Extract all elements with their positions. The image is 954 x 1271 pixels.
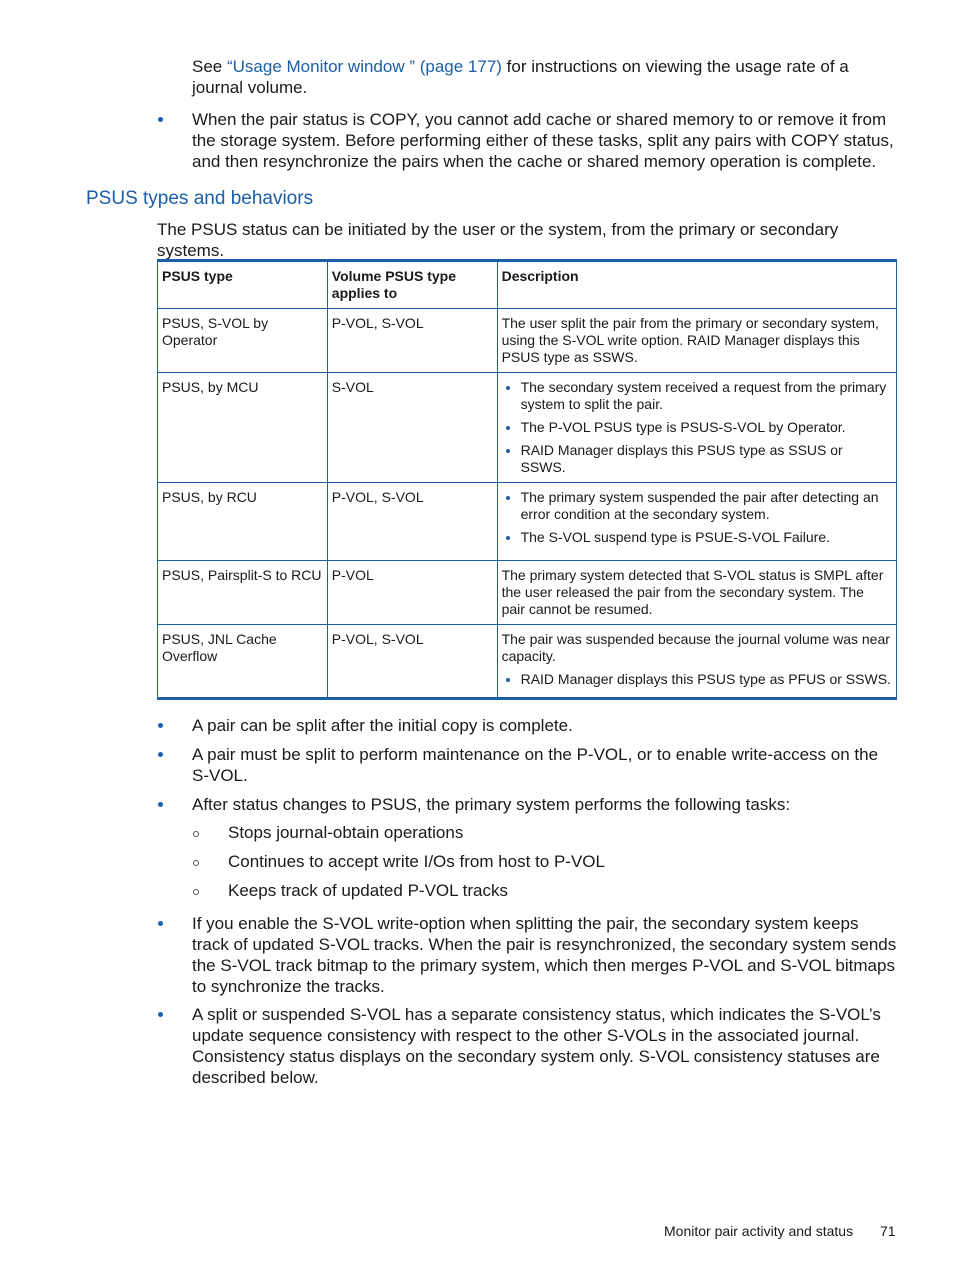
column-header-psus-type: PSUS type	[158, 261, 328, 309]
bullet-icon	[158, 723, 163, 728]
cell-applies-to: S-VOL	[327, 373, 497, 483]
list-item: A pair can be split after the initial copy is complete.	[192, 716, 573, 735]
cell-psus-type: PSUS, S-VOL by Operator	[158, 309, 328, 373]
table-row	[158, 309, 897, 373]
footer-section-title: Monitor pair activity and status	[664, 1223, 854, 1239]
cell-description	[497, 483, 896, 561]
cell-psus-type: PSUS, Pairsplit-S to RCU	[158, 561, 328, 625]
cell-description: The primary system detected that S-VOL status is SMPL after the user released the pair from the secondary system. The pair cannot be resumed.	[497, 561, 896, 625]
cell-applies-to: P-VOL, S-VOL	[327, 309, 497, 373]
bullet-icon	[506, 678, 510, 682]
cell-psus-type: PSUS, by MCU	[158, 373, 328, 483]
column-header-description: Description	[497, 261, 896, 309]
psus-types-table	[157, 259, 897, 700]
description-list	[502, 489, 891, 546]
section-heading: PSUS types and behaviors	[86, 188, 314, 209]
bullet-icon	[506, 496, 510, 500]
bullet-icon	[158, 921, 163, 926]
sub-bullet-icon	[193, 889, 199, 895]
sub-bullet-icon	[193, 831, 199, 837]
bullet-icon	[506, 426, 510, 430]
description-text: The pair was suspended because the journal volume was near capacity.	[501, 631, 890, 664]
copy-status-bullet: When the pair status is COPY, you cannot add cache or shared memory to or remove it from the storage system. Before performing either of these tasks, split any pairs with COPY status, and then resynchronize the pairs when the cache or shared memory operation is complete.	[192, 110, 894, 171]
section-intro: The PSUS status can be initiated by the user or the system, from the primary or secondary systems.	[157, 220, 839, 260]
bullet-icon	[506, 536, 510, 540]
sub-list-item: Continues to accept write I/Os from host to P-VOL	[228, 852, 605, 871]
page-number: 71	[880, 1223, 896, 1239]
table-row	[158, 373, 897, 483]
list-item: If you enable the S-VOL write-option when splitting the pair, the secondary system keeps track of updated S-VOL tracks. When the pair is resynchronized, the secondary system sends the S-VOL track bitmap to the primary system, which then merges P-VOL and S-VOL bitmaps to synchronize the tracks.	[192, 914, 897, 996]
list-item: A split or suspended S-VOL has a separate consistency status, which indicates the S-VOL’s update sequence consistency with respect to the other S-VOLs in the associated journal. Consistency status displays on the secondary system only. S-VOL consistency statuses are described below.	[192, 1005, 881, 1087]
see-usage-monitor-text: See “Usage Monitor window ” (page 177) for instructions on viewing the usage rate of a journal volume.	[192, 57, 849, 97]
bullet-icon	[158, 117, 163, 122]
list-item: RAID Manager displays this PSUS type as PFUS or SSWS.	[502, 671, 891, 688]
column-header-applies-to: Volume PSUS type applies to	[327, 261, 497, 309]
description-list	[502, 379, 891, 476]
list-item: After status changes to PSUS, the primary system performs the following tasks:	[192, 795, 791, 814]
table-row	[158, 561, 897, 625]
list-item: RAID Manager displays this PSUS type as SSUS or SSWS.	[502, 442, 891, 476]
bullet-icon	[506, 449, 510, 453]
bullet-icon	[506, 386, 510, 390]
cell-applies-to: P-VOL, S-VOL	[327, 625, 497, 699]
cell-description: The user split the pair from the primary or secondary system, using the S-VOL write option. RAID Manager displays this PSUS type as SSWS.	[497, 309, 896, 373]
table-header-row	[158, 261, 897, 309]
usage-monitor-link[interactable]: “Usage Monitor window ” (page 177)	[226, 57, 502, 76]
list-item: The P-VOL PSUS type is PSUS-S-VOL by Operator.	[502, 419, 891, 436]
cell-description	[497, 373, 896, 483]
table-row	[158, 625, 897, 699]
cell-applies-to: P-VOL	[327, 561, 497, 625]
sub-list-item: Keeps track of updated P-VOL tracks	[228, 881, 509, 900]
list-item: The S-VOL suspend type is PSUE-S-VOL Failure.	[502, 529, 891, 546]
bullet-icon	[158, 1012, 163, 1017]
bullet-icon	[158, 752, 163, 757]
description-list	[502, 671, 891, 688]
cell-psus-type: PSUS, JNL Cache Overflow	[158, 625, 328, 699]
sub-bullet-icon	[193, 860, 199, 866]
cell-psus-type: PSUS, by RCU	[158, 483, 328, 561]
sub-list-item: Stops journal-obtain operations	[228, 823, 464, 842]
list-item: The secondary system received a request from the primary system to split the pair.	[502, 379, 891, 413]
list-item: The primary system suspended the pair after detecting an error condition at the secondary system.	[502, 489, 891, 523]
list-item: A pair must be split to perform maintenance on the P-VOL, or to enable write-access on the S-VOL.	[192, 745, 879, 785]
cell-description	[497, 625, 896, 699]
bullet-icon	[158, 802, 163, 807]
table-row	[158, 483, 897, 561]
cell-applies-to: P-VOL, S-VOL	[327, 483, 497, 561]
